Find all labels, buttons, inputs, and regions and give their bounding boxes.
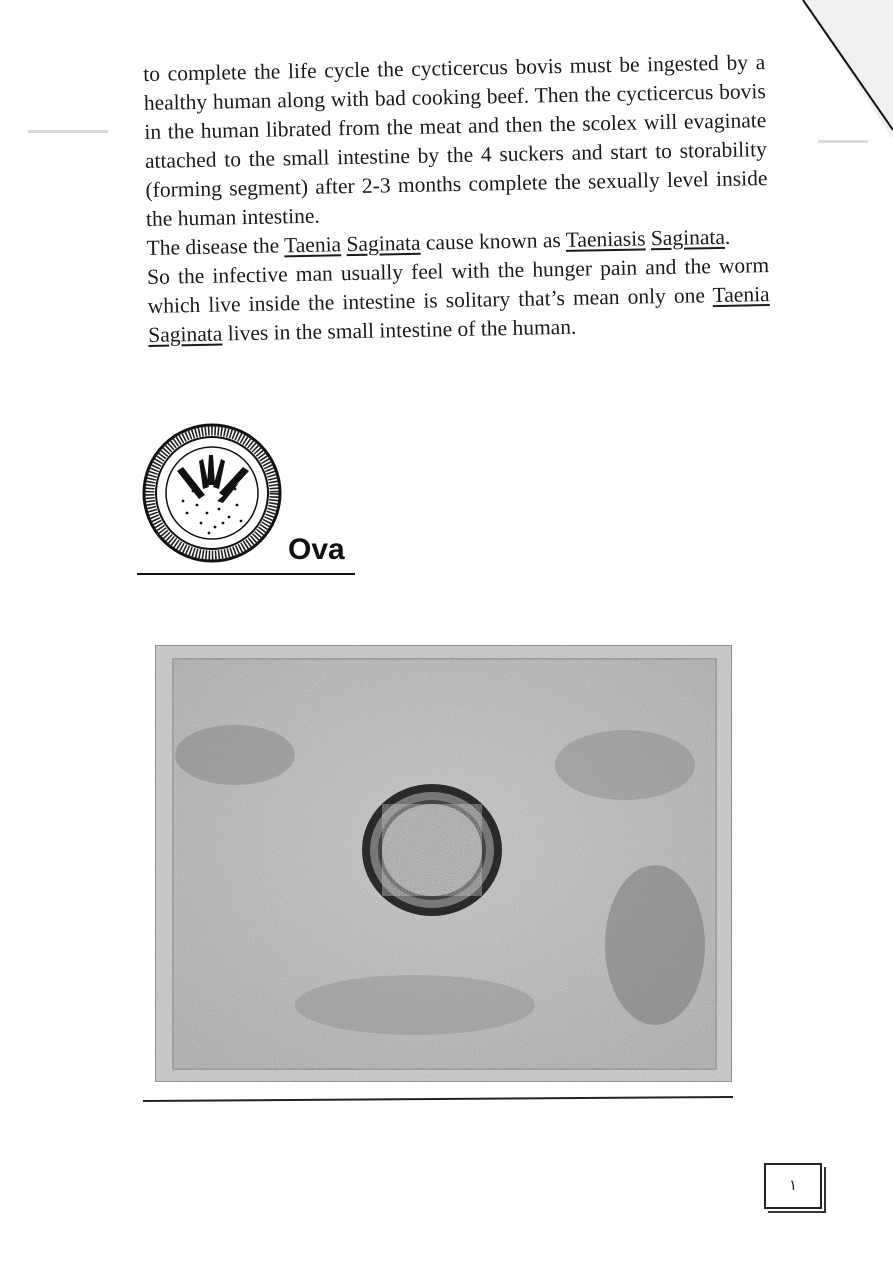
term-saginata-disease: Saginata (650, 224, 726, 251)
scan-speck (818, 140, 868, 143)
bottom-divider (143, 1096, 733, 1102)
term-taenia: Taenia (283, 232, 342, 258)
page-corner-fold (783, 0, 893, 140)
paragraph-life-cycle: to complete the life cycle the cycticercus bovis must be ingested by a healthy human along with bad cooking beef. Then the cycticercus bovis in the human librated from the meat and then the scolex will evaginate attached to the small intestine by the 4 suckers and start to storability (forming segment) after 2-3 months complete the sexually level inside the human intestine. (143, 50, 768, 231)
page-number: ١ (764, 1163, 822, 1209)
micrograph-ova (155, 645, 732, 1082)
paragraph-disease: The disease the Taenia Saginata cause known as Taeniasis Saginata. (146, 224, 731, 260)
scan-speck (28, 130, 108, 133)
figure-underline (137, 573, 355, 575)
term-saginata: Saginata (148, 321, 223, 347)
paragraph-solitary: So the infective man usually feel with the hunger pain and the worm which live inside the intestine is solitary that’s mean only one Taenia Saginata lives in the small intestine of the human. (146, 253, 770, 347)
term-taeniasis: Taeniasis (565, 226, 646, 252)
figure-label-ova: Ova (288, 533, 345, 566)
term-taenia: Taenia (712, 282, 770, 308)
term-saginata: Saginata (346, 230, 421, 257)
body-text (143, 48, 770, 350)
